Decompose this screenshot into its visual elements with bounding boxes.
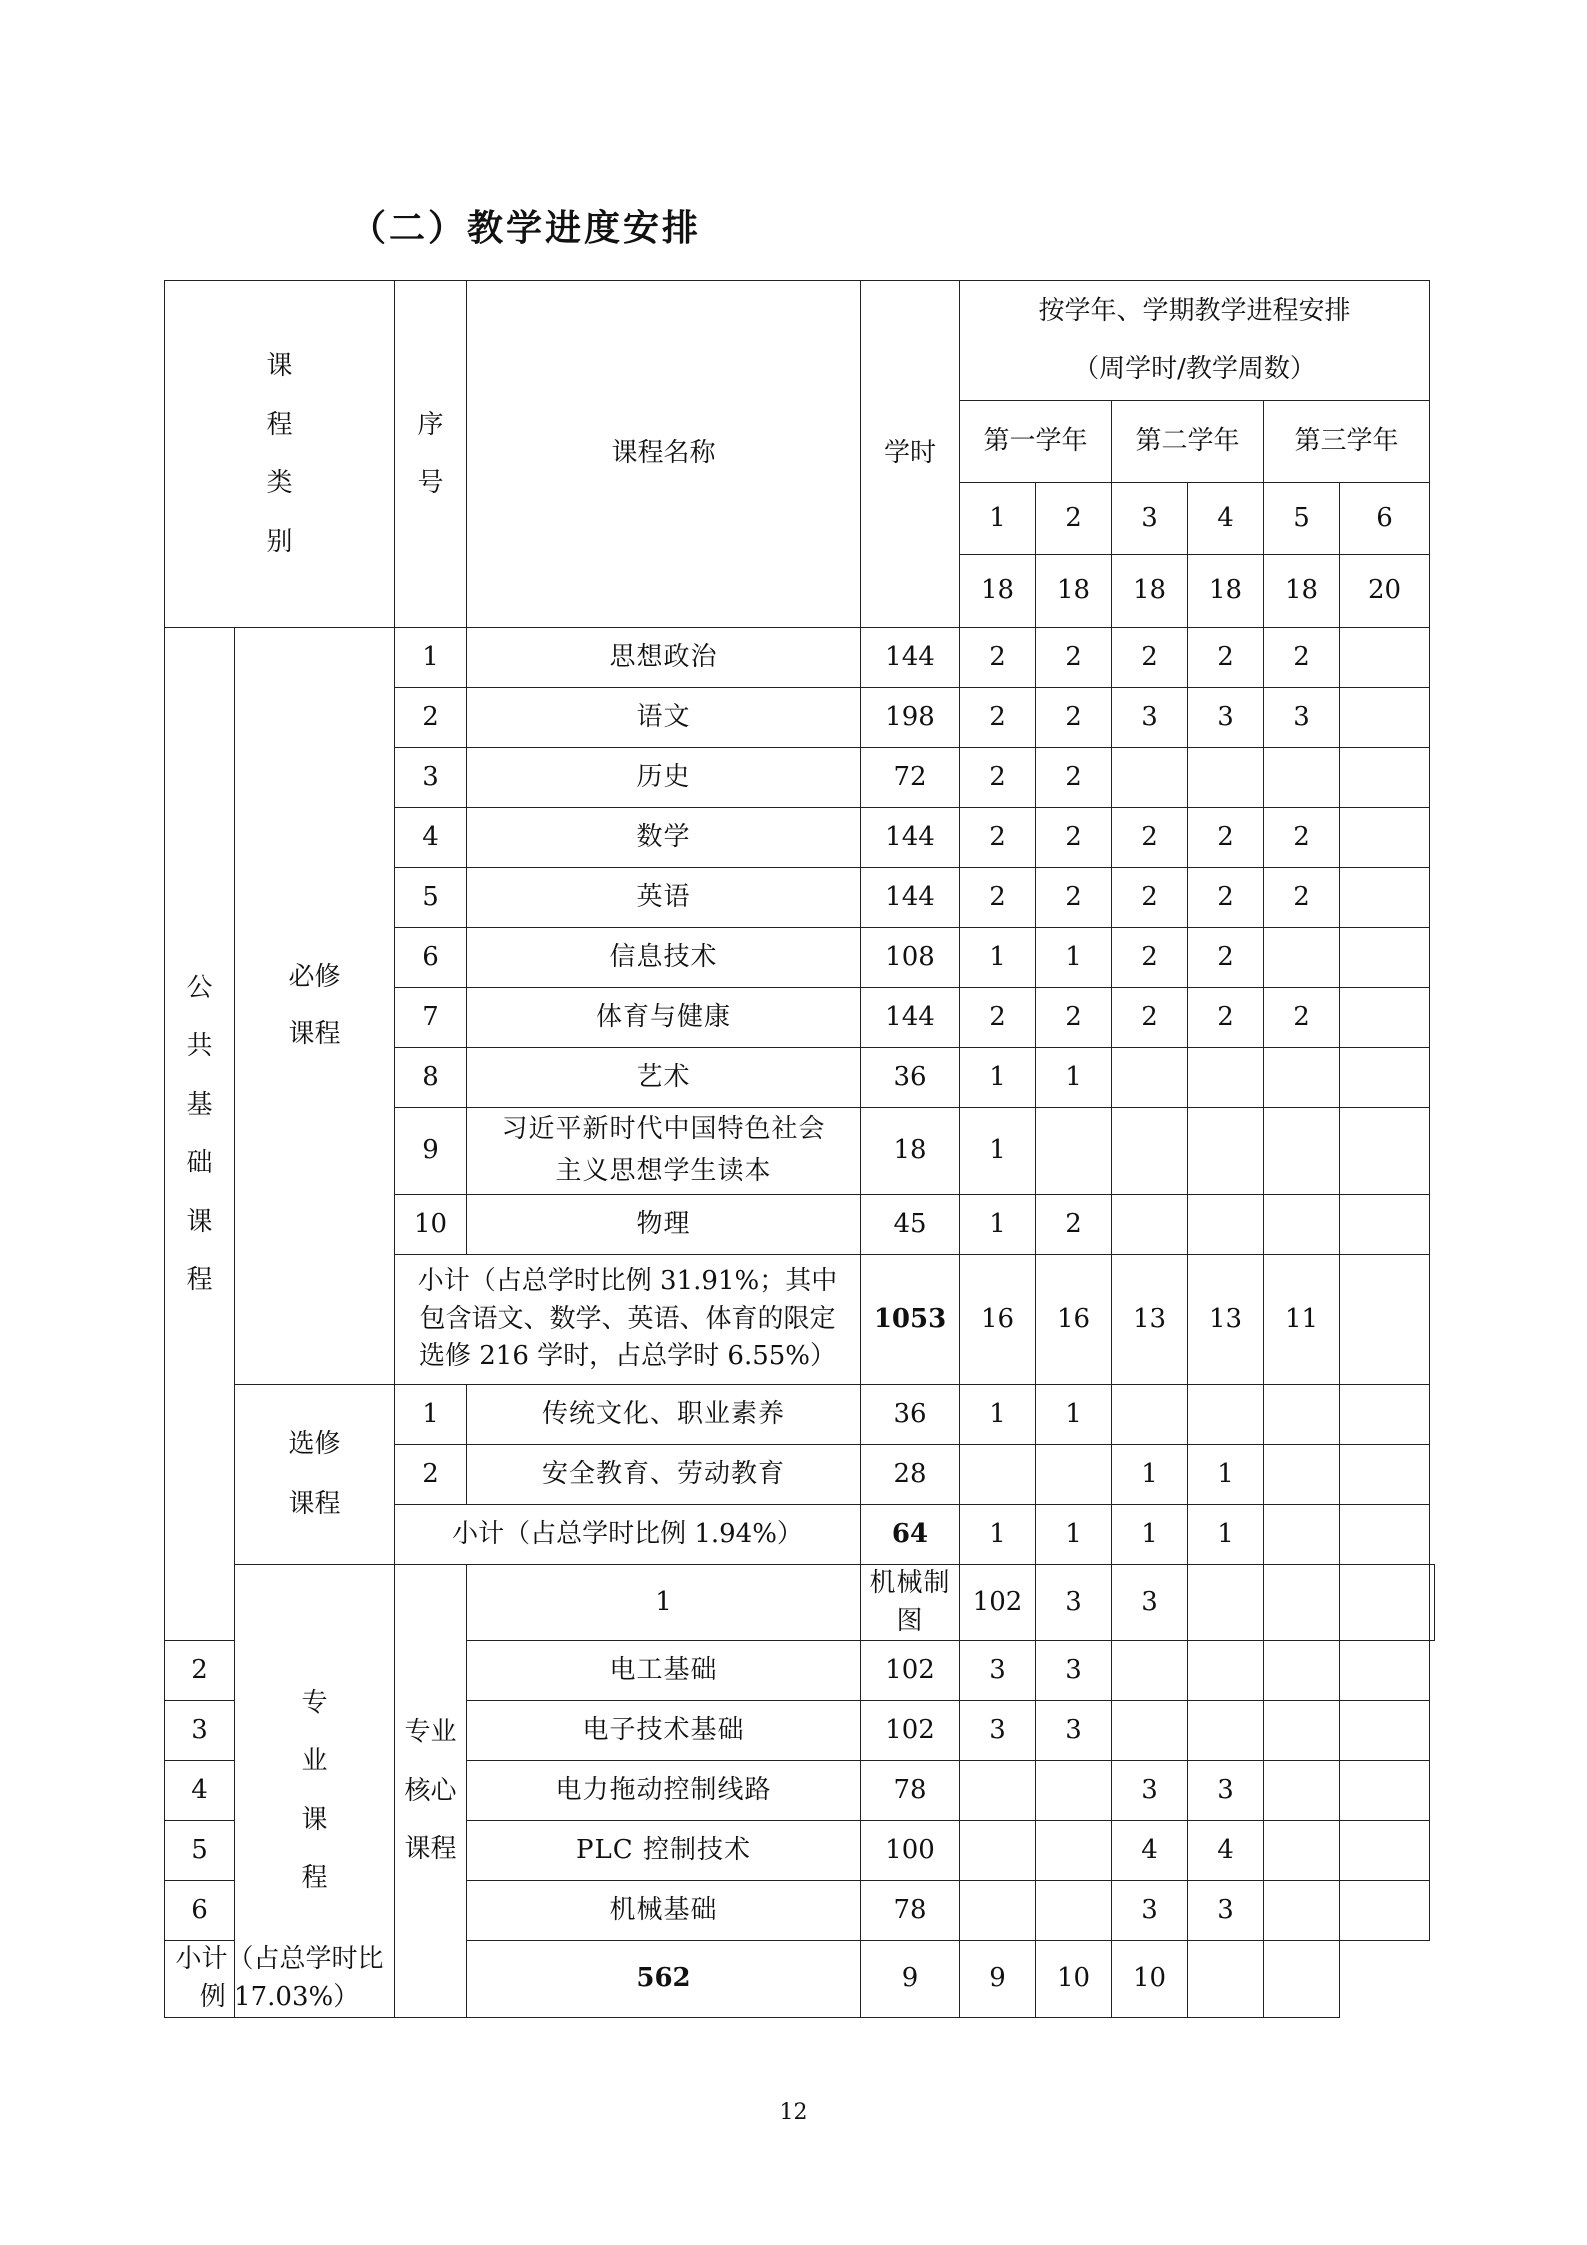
row-course-name: 电力拖动控制线路 xyxy=(467,1761,861,1821)
row-hours: 102 xyxy=(960,1565,1036,1641)
header-plan-line2: （周学时/教学周数） xyxy=(1073,353,1316,384)
semester-cell xyxy=(1264,1881,1340,1941)
semester-cell xyxy=(1340,988,1430,1048)
semester-cell: 1 xyxy=(960,928,1036,988)
semester-cell xyxy=(1340,1505,1430,1565)
semester-cell: 3 xyxy=(1188,1761,1264,1821)
row-course-name: 物理 xyxy=(467,1195,861,1255)
semester-cell xyxy=(1264,1385,1340,1445)
semester-cell: 2 xyxy=(1036,1195,1112,1255)
semester-cell xyxy=(1340,748,1430,808)
row-seq: 8 xyxy=(395,1048,467,1108)
semester-cell: 3 xyxy=(1112,688,1188,748)
semester-cell: 3 xyxy=(1264,688,1340,748)
row-seq: 4 xyxy=(165,1761,235,1821)
row-seq: 1 xyxy=(467,1565,861,1641)
category-public xyxy=(165,628,235,1641)
semester-cell: 2 xyxy=(1036,628,1112,688)
row-seq: 1 xyxy=(395,628,467,688)
header-year-3: 第三学年 xyxy=(1264,401,1430,483)
semester-cell: 3 xyxy=(1036,1701,1112,1761)
subcategory-core-text: 专业核心课程 xyxy=(404,1717,457,1865)
row-seq: 2 xyxy=(395,688,467,748)
semester-cell xyxy=(1340,1701,1430,1761)
semester-cell: 2 xyxy=(1036,988,1112,1048)
subtotal-label: 小计（占总学时比例 1.94%） xyxy=(395,1505,861,1565)
semester-cell xyxy=(960,1881,1036,1941)
semester-cell xyxy=(1036,1445,1112,1505)
semester-cell: 16 xyxy=(1036,1255,1112,1385)
teaching-schedule-table xyxy=(164,280,1435,2018)
row-hours: 198 xyxy=(861,688,960,748)
semester-cell: 1 xyxy=(960,1048,1036,1108)
semester-cell xyxy=(1188,1108,1264,1195)
semester-cell: 2 xyxy=(960,748,1036,808)
semester-cell xyxy=(1188,1641,1264,1701)
semester-cell: 10 xyxy=(1036,1941,1112,2017)
semester-cell xyxy=(1340,628,1430,688)
semester-cell: 1 xyxy=(1112,1505,1188,1565)
semester-cell: 2 xyxy=(1264,988,1340,1048)
page-number: 12 xyxy=(779,2100,808,2125)
header-year-1: 第一学年 xyxy=(960,401,1112,483)
semester-cell: 2 xyxy=(1036,808,1112,868)
semester-cell: 2 xyxy=(1188,628,1264,688)
semester-cell xyxy=(1112,1701,1188,1761)
semester-cell xyxy=(1340,1445,1430,1505)
semester-cell: 1 xyxy=(1188,1445,1264,1505)
row-hours: 144 xyxy=(861,808,960,868)
semester-cell xyxy=(1264,1821,1340,1881)
semester-cell: 1 xyxy=(1188,1505,1264,1565)
semester-cell: 2 xyxy=(1188,928,1264,988)
header-hours: 学时 xyxy=(861,281,960,628)
semester-cell xyxy=(960,1821,1036,1881)
row-seq: 10 xyxy=(395,1195,467,1255)
semester-cell xyxy=(1036,1881,1112,1941)
semester-cell xyxy=(1188,748,1264,808)
row-seq: 7 xyxy=(395,988,467,1048)
semester-cell xyxy=(1188,1941,1264,2017)
row-hours: 45 xyxy=(861,1195,960,1255)
semester-cell xyxy=(1188,1048,1264,1108)
subcategory-elective xyxy=(235,1385,395,1565)
semester-cell: 2 xyxy=(960,808,1036,868)
row-hours: 144 xyxy=(861,988,960,1048)
semester-cell xyxy=(1036,1761,1112,1821)
semester-cell: 1 xyxy=(1112,1445,1188,1505)
row-hours: 78 xyxy=(861,1881,960,1941)
semester-cell xyxy=(1340,1255,1430,1385)
semester-cell: 3 xyxy=(1188,1881,1264,1941)
header-semester-2: 2 xyxy=(1036,483,1112,555)
header-semester-5: 5 xyxy=(1264,483,1340,555)
semester-cell xyxy=(1188,1385,1264,1445)
semester-cell: 2 xyxy=(1264,628,1340,688)
semester-cell xyxy=(1340,1881,1430,1941)
semester-cell xyxy=(1340,868,1430,928)
row-course-name: 传统文化、职业素养 xyxy=(467,1385,861,1445)
semester-cell: 2 xyxy=(1188,868,1264,928)
semester-cell xyxy=(1264,1761,1340,1821)
row-course-name: 思想政治 xyxy=(467,628,861,688)
semester-cell xyxy=(1340,1821,1430,1881)
row-hours: 72 xyxy=(861,748,960,808)
row-hours: 28 xyxy=(861,1445,960,1505)
row-course-name: 历史 xyxy=(467,748,861,808)
semester-cell: 3 xyxy=(1036,1565,1112,1641)
semester-cell: 1 xyxy=(960,1195,1036,1255)
semester-cell xyxy=(1036,1108,1112,1195)
semester-cell xyxy=(1112,1641,1188,1701)
subtotal-hours: 64 xyxy=(861,1505,960,1565)
subtotal-row xyxy=(165,1941,1435,2017)
semester-cell xyxy=(960,1761,1036,1821)
semester-cell xyxy=(1264,1701,1340,1761)
semester-cell xyxy=(1112,1385,1188,1445)
semester-cell xyxy=(1264,928,1340,988)
semester-cell: 9 xyxy=(861,1941,960,2017)
semester-cell xyxy=(1340,1385,1430,1445)
row-seq: 2 xyxy=(165,1641,235,1701)
semester-cell: 3 xyxy=(960,1701,1036,1761)
semester-cell: 2 xyxy=(960,988,1036,1048)
header-plan-line1: 按学年、学期教学进程安排 xyxy=(1038,296,1351,327)
table-row xyxy=(165,1565,1435,1641)
row-course-name: 英语 xyxy=(467,868,861,928)
semester-cell xyxy=(1264,1641,1340,1701)
semester-cell: 16 xyxy=(960,1255,1036,1385)
row-hours: 144 xyxy=(861,628,960,688)
row-seq: 3 xyxy=(165,1701,235,1761)
header-semester-6: 6 xyxy=(1340,483,1430,555)
subcategory-required xyxy=(235,628,395,1385)
row-hours: 144 xyxy=(861,868,960,928)
semester-cell: 13 xyxy=(1112,1255,1188,1385)
semester-cell: 11 xyxy=(1264,1255,1340,1385)
header-seq: 序号 xyxy=(395,281,467,628)
header-year-2: 第二学年 xyxy=(1112,401,1264,483)
row-hours: 36 xyxy=(861,1385,960,1445)
semester-cell xyxy=(1340,1761,1430,1821)
row-seq: 5 xyxy=(395,868,467,928)
semester-cell xyxy=(1036,1821,1112,1881)
semester-cell: 4 xyxy=(1112,1821,1188,1881)
semester-cell: 10 xyxy=(1112,1941,1188,2017)
row-course-name: 机械基础 xyxy=(467,1881,861,1941)
semester-cell: 1 xyxy=(1036,1048,1112,1108)
semester-cell xyxy=(1264,1505,1340,1565)
semester-cell xyxy=(1264,1445,1340,1505)
semester-cell: 2 xyxy=(1036,868,1112,928)
semester-cell xyxy=(960,1445,1036,1505)
semester-cell: 2 xyxy=(1112,628,1188,688)
header-semester-4: 4 xyxy=(1188,483,1264,555)
row-seq: 6 xyxy=(165,1881,235,1941)
semester-cell xyxy=(1264,1048,1340,1108)
row-hours: 78 xyxy=(861,1761,960,1821)
row-course-name: 安全教育、劳动教育 xyxy=(467,1445,861,1505)
row-seq: 5 xyxy=(165,1821,235,1881)
table-row xyxy=(165,1385,1435,1445)
semester-cell: 1 xyxy=(960,1385,1036,1445)
header-weeks-3: 18 xyxy=(1112,555,1188,628)
semester-cell xyxy=(1264,1565,1340,1641)
row-seq: 3 xyxy=(395,748,467,808)
semester-cell: 2 xyxy=(1112,928,1188,988)
semester-cell: 3 xyxy=(1188,688,1264,748)
semester-cell xyxy=(1340,688,1430,748)
semester-cell xyxy=(1112,1048,1188,1108)
row-hours: 102 xyxy=(861,1701,960,1761)
row-course-name: 体育与健康 xyxy=(467,988,861,1048)
semester-cell: 3 xyxy=(1036,1641,1112,1701)
row-course-name: 艺术 xyxy=(467,1048,861,1108)
row-seq: 9 xyxy=(395,1108,467,1195)
subtotal-hours: 1053 xyxy=(861,1255,960,1385)
semester-cell xyxy=(1112,748,1188,808)
semester-cell: 9 xyxy=(960,1941,1036,2017)
semester-cell: 13 xyxy=(1188,1255,1264,1385)
semester-cell: 2 xyxy=(1036,688,1112,748)
header-category: 课程类别 xyxy=(165,281,395,628)
semester-cell: 1 xyxy=(960,1505,1036,1565)
row-seq: 4 xyxy=(395,808,467,868)
header-weeks-4: 18 xyxy=(1188,555,1264,628)
semester-cell: 3 xyxy=(1112,1881,1188,1941)
row-course-name: 语文 xyxy=(467,688,861,748)
table-row xyxy=(165,628,1435,688)
category-public-text: 公共基础课程 xyxy=(186,972,213,1296)
subcategory-required-text: 必修课程 xyxy=(288,961,341,1049)
row-hours: 108 xyxy=(861,928,960,988)
subcategory-elective-text: 选修课程 xyxy=(288,1428,341,1519)
semester-cell: 2 xyxy=(960,868,1036,928)
semester-cell xyxy=(1112,1195,1188,1255)
row-hours: 102 xyxy=(861,1641,960,1701)
semester-cell: 2 xyxy=(1264,868,1340,928)
semester-cell xyxy=(1340,1565,1430,1641)
row-hours: 36 xyxy=(861,1048,960,1108)
header-weeks-1: 18 xyxy=(960,555,1036,628)
category-professional-text: 专业课程 xyxy=(301,1687,328,1894)
row-course-name: 机械制图 xyxy=(861,1565,960,1641)
semester-cell xyxy=(1264,1195,1340,1255)
subtotal-label: 小计（占总学时比例 31.91%；其中包含语文、数学、英语、体育的限定选修 216 学时，占总学时 6.55%） xyxy=(395,1255,861,1385)
header-name: 课程名称 xyxy=(467,281,861,628)
semester-cell xyxy=(1340,808,1430,868)
semester-cell xyxy=(1188,1565,1264,1641)
header-weeks-5: 18 xyxy=(1264,555,1340,628)
semester-cell xyxy=(1430,1565,1435,1641)
semester-cell xyxy=(1264,1108,1340,1195)
header-semester-1: 1 xyxy=(960,483,1036,555)
header-weeks-2: 18 xyxy=(1036,555,1112,628)
semester-cell: 3 xyxy=(1112,1761,1188,1821)
row-course-name: 习近平新时代中国特色社会主义思想学生读本 xyxy=(467,1108,861,1195)
row-seq: 6 xyxy=(395,928,467,988)
semester-cell: 1 xyxy=(1036,928,1112,988)
semester-cell xyxy=(1264,1941,1340,2017)
semester-cell: 2 xyxy=(1112,868,1188,928)
semester-cell: 2 xyxy=(960,628,1036,688)
semester-cell: 1 xyxy=(960,1108,1036,1195)
semester-cell: 1 xyxy=(1036,1505,1112,1565)
semester-cell xyxy=(1340,1108,1430,1195)
semester-cell: 2 xyxy=(960,688,1036,748)
header-plan xyxy=(960,281,1430,401)
row-hours: 100 xyxy=(861,1821,960,1881)
semester-cell: 2 xyxy=(1188,988,1264,1048)
semester-cell xyxy=(1264,748,1340,808)
semester-cell xyxy=(1188,1195,1264,1255)
header-weeks-6: 20 xyxy=(1340,555,1430,628)
semester-cell xyxy=(1112,1108,1188,1195)
row-course-name: 数学 xyxy=(467,808,861,868)
semester-cell xyxy=(1340,1641,1430,1701)
semester-cell: 2 xyxy=(1112,988,1188,1048)
row-course-name: PLC 控制技术 xyxy=(467,1821,861,1881)
semester-cell xyxy=(1340,1048,1430,1108)
semester-cell: 1 xyxy=(1036,1385,1112,1445)
semester-cell: 2 xyxy=(1112,808,1188,868)
row-hours: 18 xyxy=(861,1108,960,1195)
row-course-name: 信息技术 xyxy=(467,928,861,988)
subtotal-label: 小计（占总学时比例 17.03%） xyxy=(165,1941,395,2017)
subtotal-hours: 562 xyxy=(467,1941,861,2017)
semester-cell: 2 xyxy=(1036,748,1112,808)
row-seq: 1 xyxy=(395,1385,467,1445)
semester-cell xyxy=(1340,928,1430,988)
semester-cell xyxy=(1340,1195,1430,1255)
section-heading: （二）教学进度安排 xyxy=(350,208,702,249)
header-semester-3: 3 xyxy=(1112,483,1188,555)
subcategory-core xyxy=(395,1565,467,2018)
row-seq: 2 xyxy=(395,1445,467,1505)
semester-cell: 3 xyxy=(960,1641,1036,1701)
row-course-name: 电子技术基础 xyxy=(467,1701,861,1761)
semester-cell: 2 xyxy=(1264,808,1340,868)
semester-cell: 3 xyxy=(1112,1565,1188,1641)
semester-cell: 2 xyxy=(1188,808,1264,868)
row-course-name: 电工基础 xyxy=(467,1641,861,1701)
semester-cell: 4 xyxy=(1188,1821,1264,1881)
semester-cell xyxy=(1188,1701,1264,1761)
